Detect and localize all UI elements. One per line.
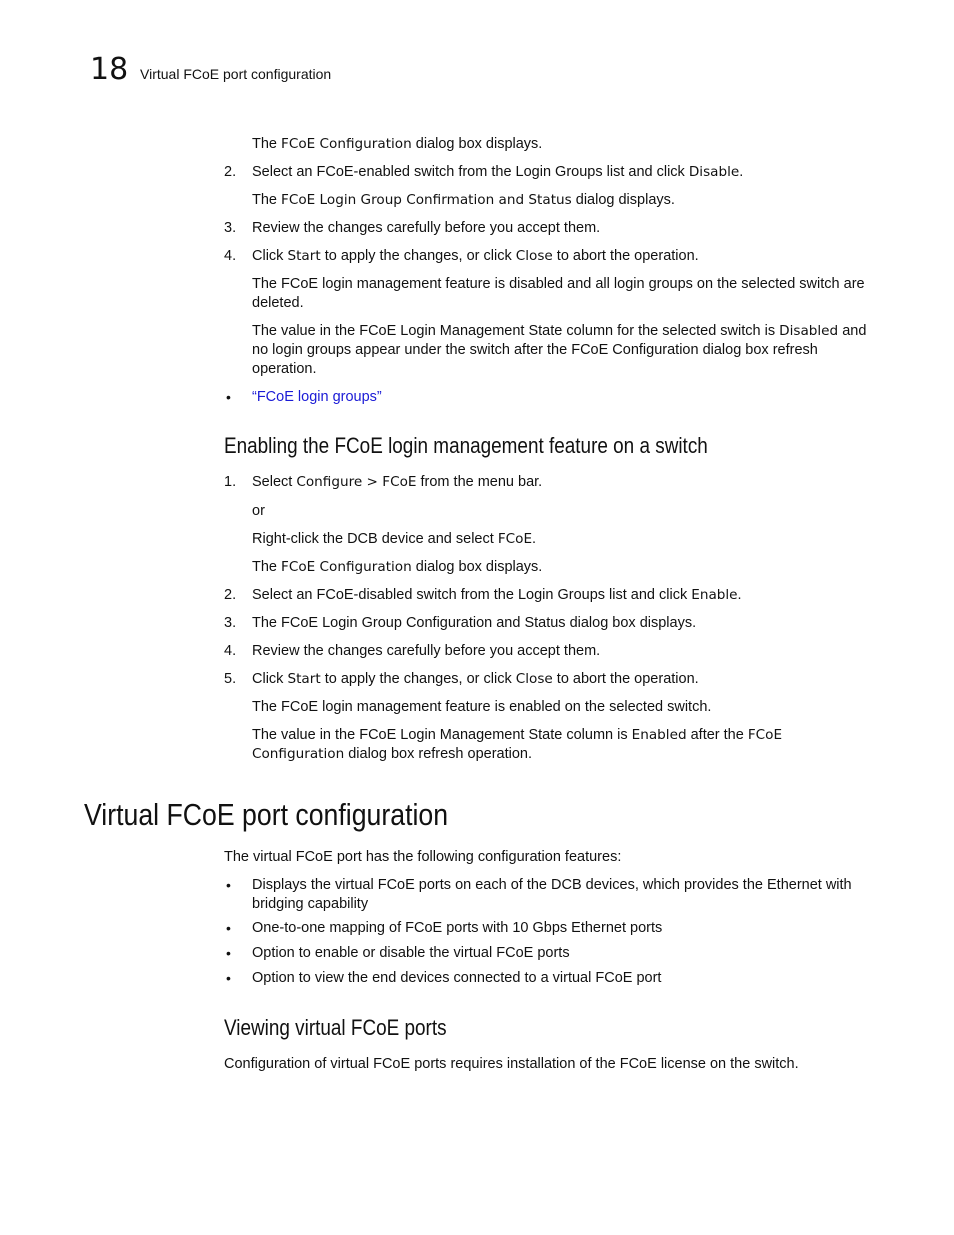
page-section-title: Virtual FCoE port configuration <box>84 797 449 832</box>
list-item: Displays the virtual FCoE ports on each of the DCB devices, which provides the Ethernet with bridging capability <box>252 877 852 912</box>
step-number: 2. <box>224 587 237 603</box>
step-number: 4. <box>224 643 237 659</box>
step-number: 1. <box>224 474 237 490</box>
paragraph: The FCoE login management feature is enabled on the selected switch. <box>252 699 712 715</box>
bullet-icon: • <box>226 877 231 893</box>
step-text: Select an FCoE-disabled switch from the Login Groups list and click Enable. <box>252 587 742 603</box>
step-text: Select an FCoE-enabled switch from the Login Groups list and click Disable. <box>252 164 744 180</box>
step-text: Review the changes carefully before you accept them. <box>252 220 601 236</box>
list-item: One-to-one mapping of FCoE ports with 10 Gbps Ethernet ports <box>252 920 663 936</box>
step-number: 3. <box>224 220 237 236</box>
paragraph: The FCoE Login Group Confirmation and Status dialog displays. <box>252 192 675 208</box>
bullet-icon: • <box>226 389 231 405</box>
chapter-title: Virtual FCoE port configuration <box>140 66 332 82</box>
step-number: 5. <box>224 671 237 687</box>
paragraph: The FCoE login management feature is disabled and all login groups on the selected switch are deleted. <box>252 276 865 311</box>
list-item: Option to view the end devices connected to a virtual FCoE port <box>252 970 662 986</box>
paragraph: Right-click the DCB device and select FCoE. <box>252 531 537 547</box>
section-heading: Enabling the FCoE login management feature on a switch <box>224 433 708 458</box>
fcoe-login-groups-link[interactable]: “FCoE login groups” <box>252 389 382 405</box>
paragraph: Configuration of virtual FCoE ports requires installation of the FCoE license on the switch. <box>224 1056 799 1072</box>
bullet-icon: • <box>226 920 231 936</box>
paragraph: The value in the FCoE Login Management State column for the selected switch is Disabled and no login groups appear under the switch after the FCoE Configuration dialog box refresh operation. <box>252 323 867 377</box>
bullet-icon: • <box>226 945 231 961</box>
section-heading: Viewing virtual FCoE ports <box>224 1015 447 1040</box>
step-number: 2. <box>224 164 237 180</box>
step-text: Click Start to apply the changes, or click Close to abort the operation. <box>252 671 699 687</box>
paragraph: The FCoE Configuration dialog box displays. <box>252 136 543 152</box>
step-text: Review the changes carefully before you accept them. <box>252 643 601 659</box>
paragraph: The FCoE Configuration dialog box displays. <box>252 559 543 575</box>
step-text: Select Configure > FCoE from the menu bar. <box>252 474 543 490</box>
step-text: The FCoE Login Group Configuration and Status dialog box displays. <box>252 615 697 631</box>
step-number: 4. <box>224 248 237 264</box>
step-number: 3. <box>224 615 237 631</box>
paragraph: The virtual FCoE port has the following configuration features: <box>224 849 622 865</box>
bullet-icon: • <box>226 970 231 986</box>
paragraph: or <box>252 503 265 519</box>
paragraph: The value in the FCoE Login Management State column is Enabled after the FCoE Configuration dialog box refresh operation. <box>252 727 783 762</box>
list-item: Option to enable or disable the virtual FCoE ports <box>252 945 570 961</box>
chapter-number: 18 <box>90 52 129 87</box>
step-text: Click Start to apply the changes, or click Close to abort the operation. <box>252 248 699 264</box>
